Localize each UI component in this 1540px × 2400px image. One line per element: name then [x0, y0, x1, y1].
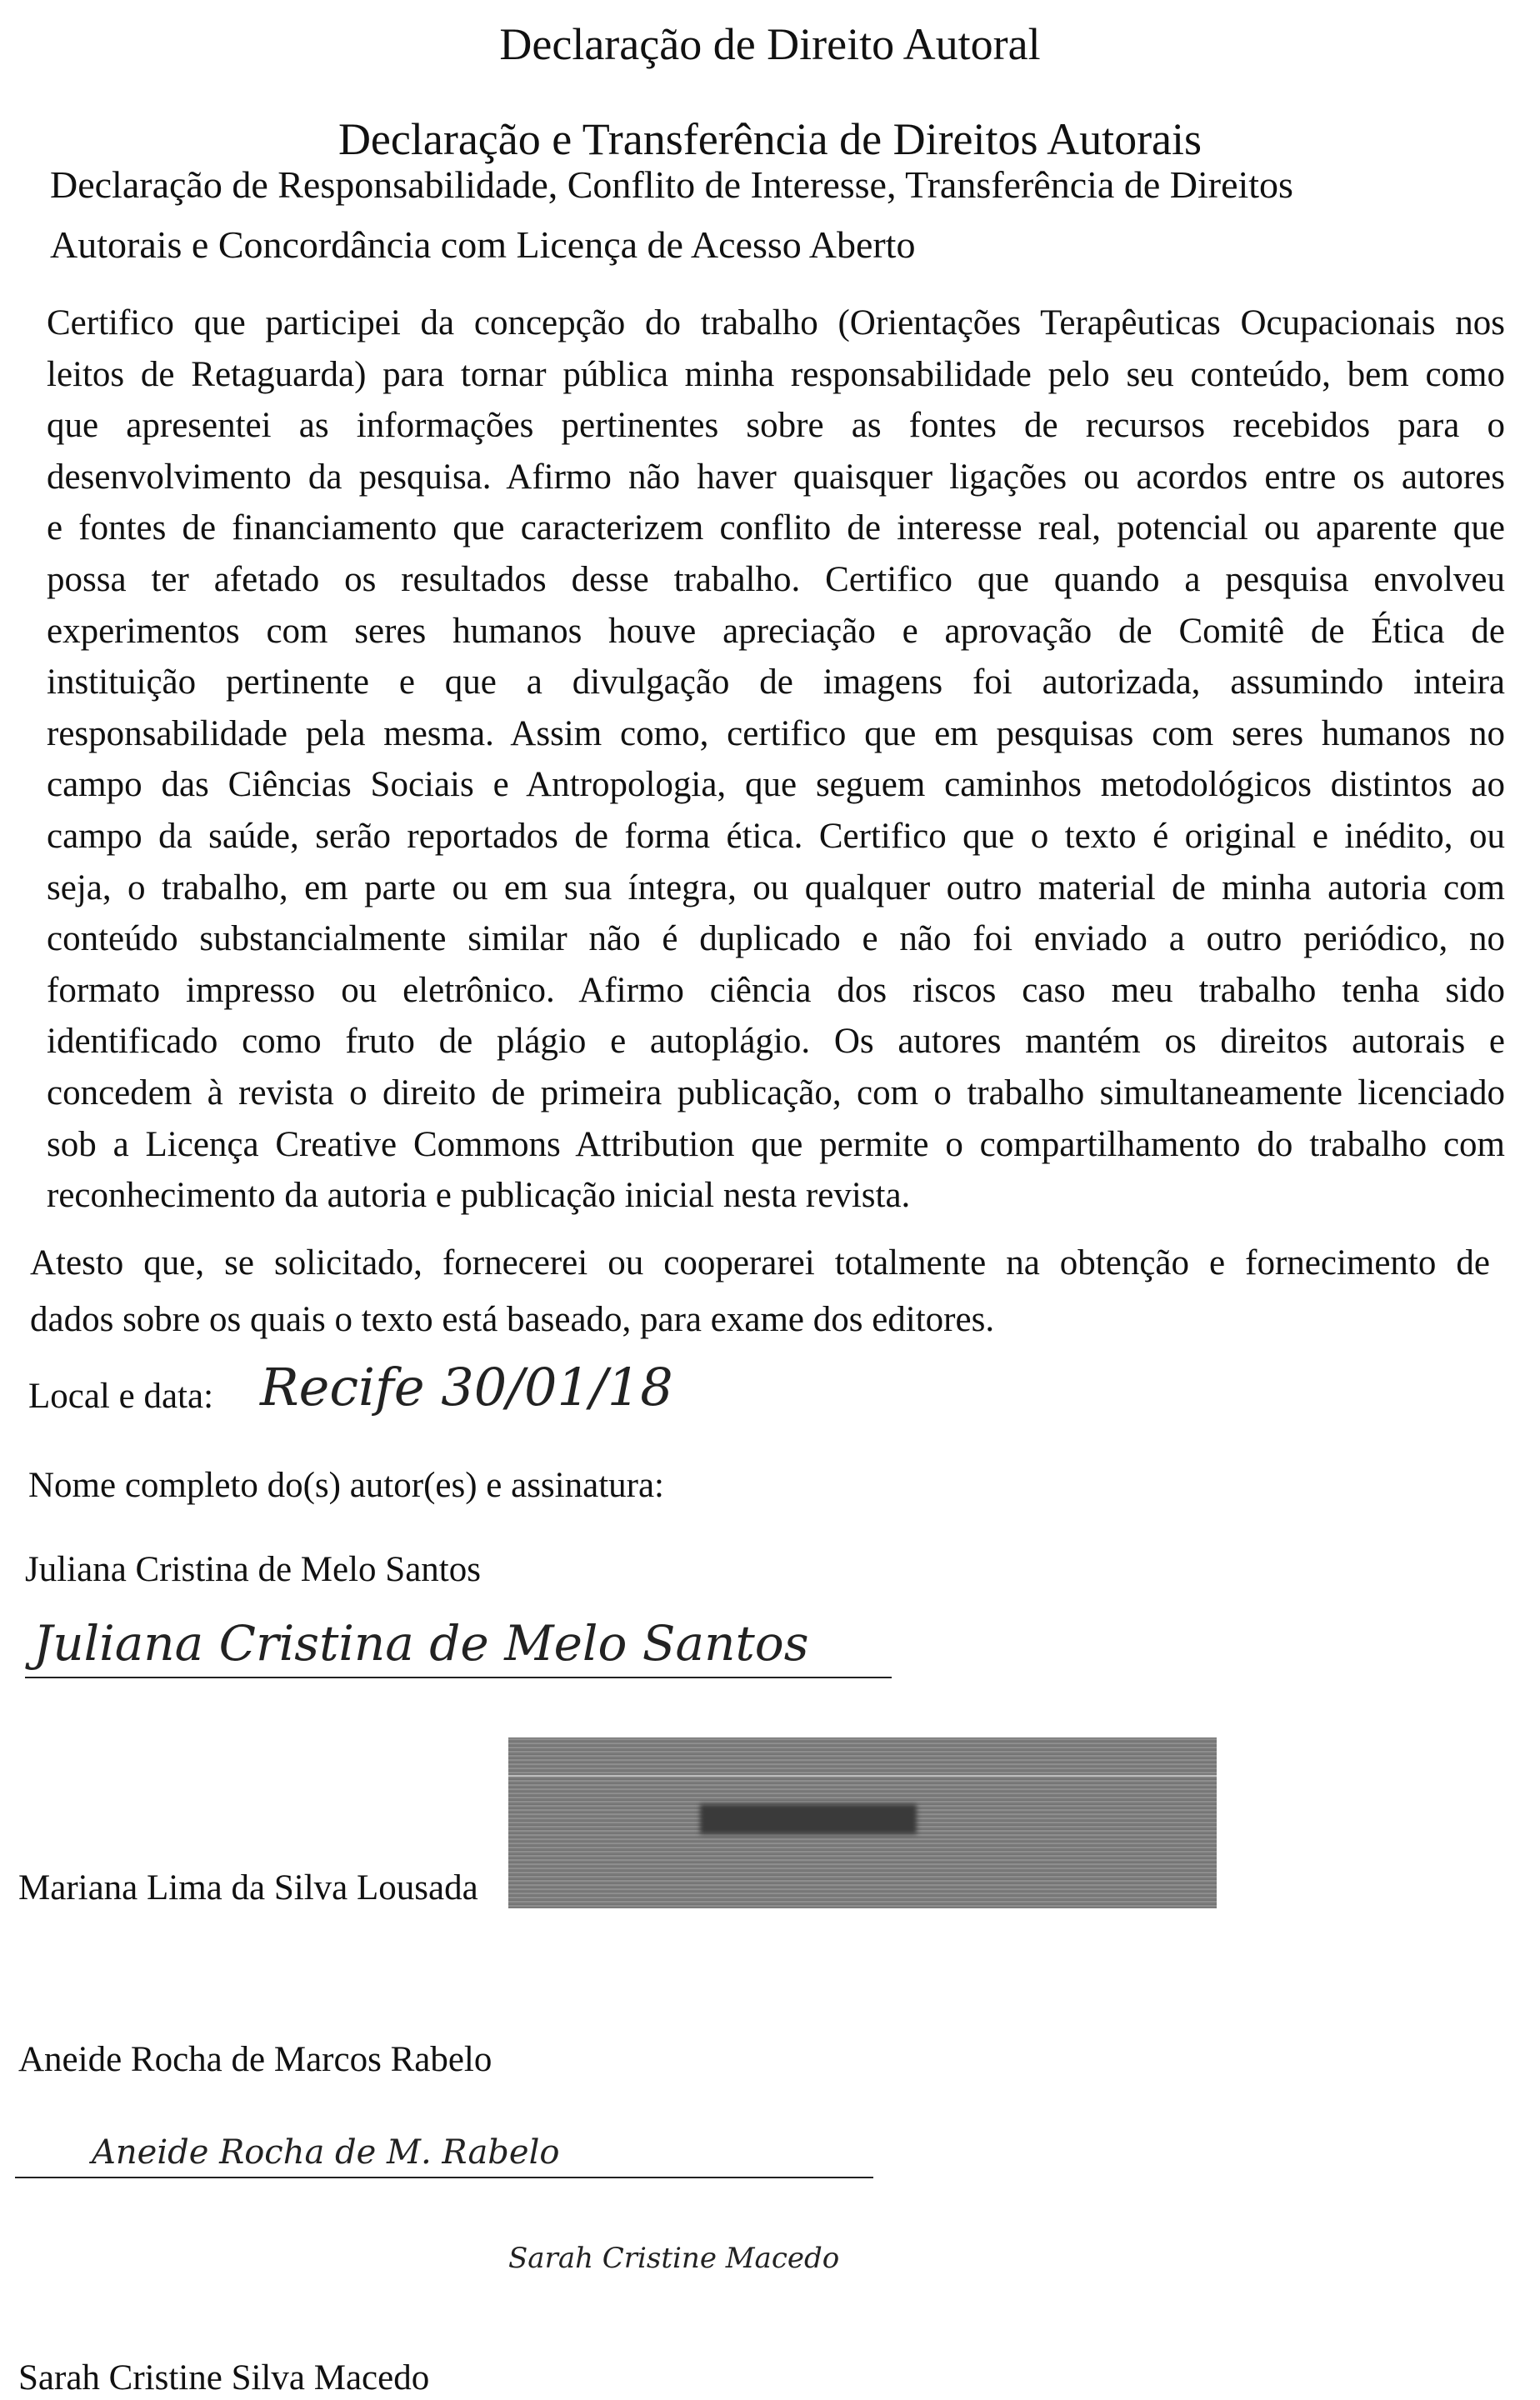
paragraph-line: que apresentei as informações pertinentes sobre as fontes de recursos recebidos para o	[47, 406, 1505, 446]
heading-line: Declaração de Responsabilidade, Conflito de Interesse, Transferência de Direitos	[50, 163, 1293, 206]
paragraph-line: desenvolvimento da pesquisa. Afirmo não haver quaisquer ligações ou acordos entre os autores	[47, 457, 1505, 497]
paragraph-line: Atesto que, se solicitado, fornecerei ou cooperarei totalmente na obtenção e fornecimento de	[30, 1243, 1490, 1282]
paragraph-line: instituição pertinente e que a divulgação de imagens foi autorizada, assumindo inteira	[47, 662, 1505, 702]
redacted-signature	[508, 1738, 1217, 1908]
author-signature: Sarah Cristine Macedo	[508, 2242, 840, 2275]
signature-line	[25, 1677, 892, 1678]
paragraph-line: responsabilidade pela mesma. Assim como, certifico que em pesquisas com seres humanos no	[47, 713, 1505, 753]
paragraph-line: sob a Licença Creative Commons Attribution que permite o compartilhamento do trabalho com	[47, 1124, 1505, 1164]
author-signature: Juliana Cristina de Melo Santos	[33, 1615, 809, 1672]
local-date-label: Local e data:	[28, 1377, 214, 1416]
paragraph-line: identificado como fruto de plágio e autoplágio. Os autores mantém os direitos autorais e	[47, 1022, 1505, 1062]
heading-line: Autorais e Concordância com Licença de Acesso Aberto	[50, 223, 916, 266]
paragraph-line: e fontes de financiamento que caracterizem conflito de interesse real, potencial ou aparente que	[47, 508, 1505, 548]
signature-line	[15, 2177, 873, 2178]
paragraph-line: leitos de Retaguarda) para tornar pública minha responsabilidade pelo seu conteúdo, bem como	[47, 354, 1505, 394]
author-signature: Aneide Rocha de M. Rabelo	[92, 2133, 560, 2172]
paragraph-line: Certifico que participei da concepção do trabalho (Orientações Terapêuticas Ocupacionais nos	[47, 303, 1505, 342]
paragraph-line: formato impresso ou eletrônico. Afirmo ciência dos riscos caso meu trabalho tenha sido	[47, 970, 1505, 1010]
paragraph-line: seja, o trabalho, em parte ou em sua íntegra, ou qualquer outro material de minha autoria com	[47, 868, 1505, 908]
paragraph-line: campo da saúde, serão reportados de forma ética. Certifico que o texto é original e inédito, ou	[47, 817, 1505, 856]
paragraph-line: dados sobre os quais o texto está baseado, para exame dos editores.	[30, 1300, 995, 1339]
author-name: Aneide Rocha de Marcos Rabelo	[18, 2040, 492, 2079]
paragraph-line: conteúdo substancialmente similar não é duplicado e não foi enviado a outro periódico, no	[47, 919, 1505, 959]
paragraph-line: reconhecimento da autoria e publicação inicial nesta revista.	[47, 1176, 911, 1216]
author-name: Sarah Cristine Silva Macedo	[18, 2358, 430, 2398]
paragraph-line: experimentos com seres humanos houve apreciação e aprovação de Comitê de Ética de	[47, 611, 1505, 651]
authors-label: Nome completo do(s) autor(es) e assinatura:	[28, 1466, 664, 1505]
document-title: Declaração de Direito Autoral	[499, 19, 1041, 69]
document-subtitle: Declaração e Transferência de Direitos Autorais	[338, 114, 1202, 164]
author-name: Juliana Cristina de Melo Santos	[25, 1550, 481, 1589]
local-date-handwritten: Recife 30/01/18	[260, 1357, 673, 1418]
paragraph-line: campo das Ciências Sociais e Antropologia, que seguem caminhos metodológicos distintos ao	[47, 765, 1505, 805]
author-name: Mariana Lima da Silva Lousada	[18, 1868, 478, 1908]
paragraph-line: concedem à revista o direito de primeira publicação, com o trabalho simultaneamente licenciado	[47, 1073, 1505, 1112]
paragraph-line: possa ter afetado os resultados desse trabalho. Certifico que quando a pesquisa envolveu	[47, 560, 1505, 599]
